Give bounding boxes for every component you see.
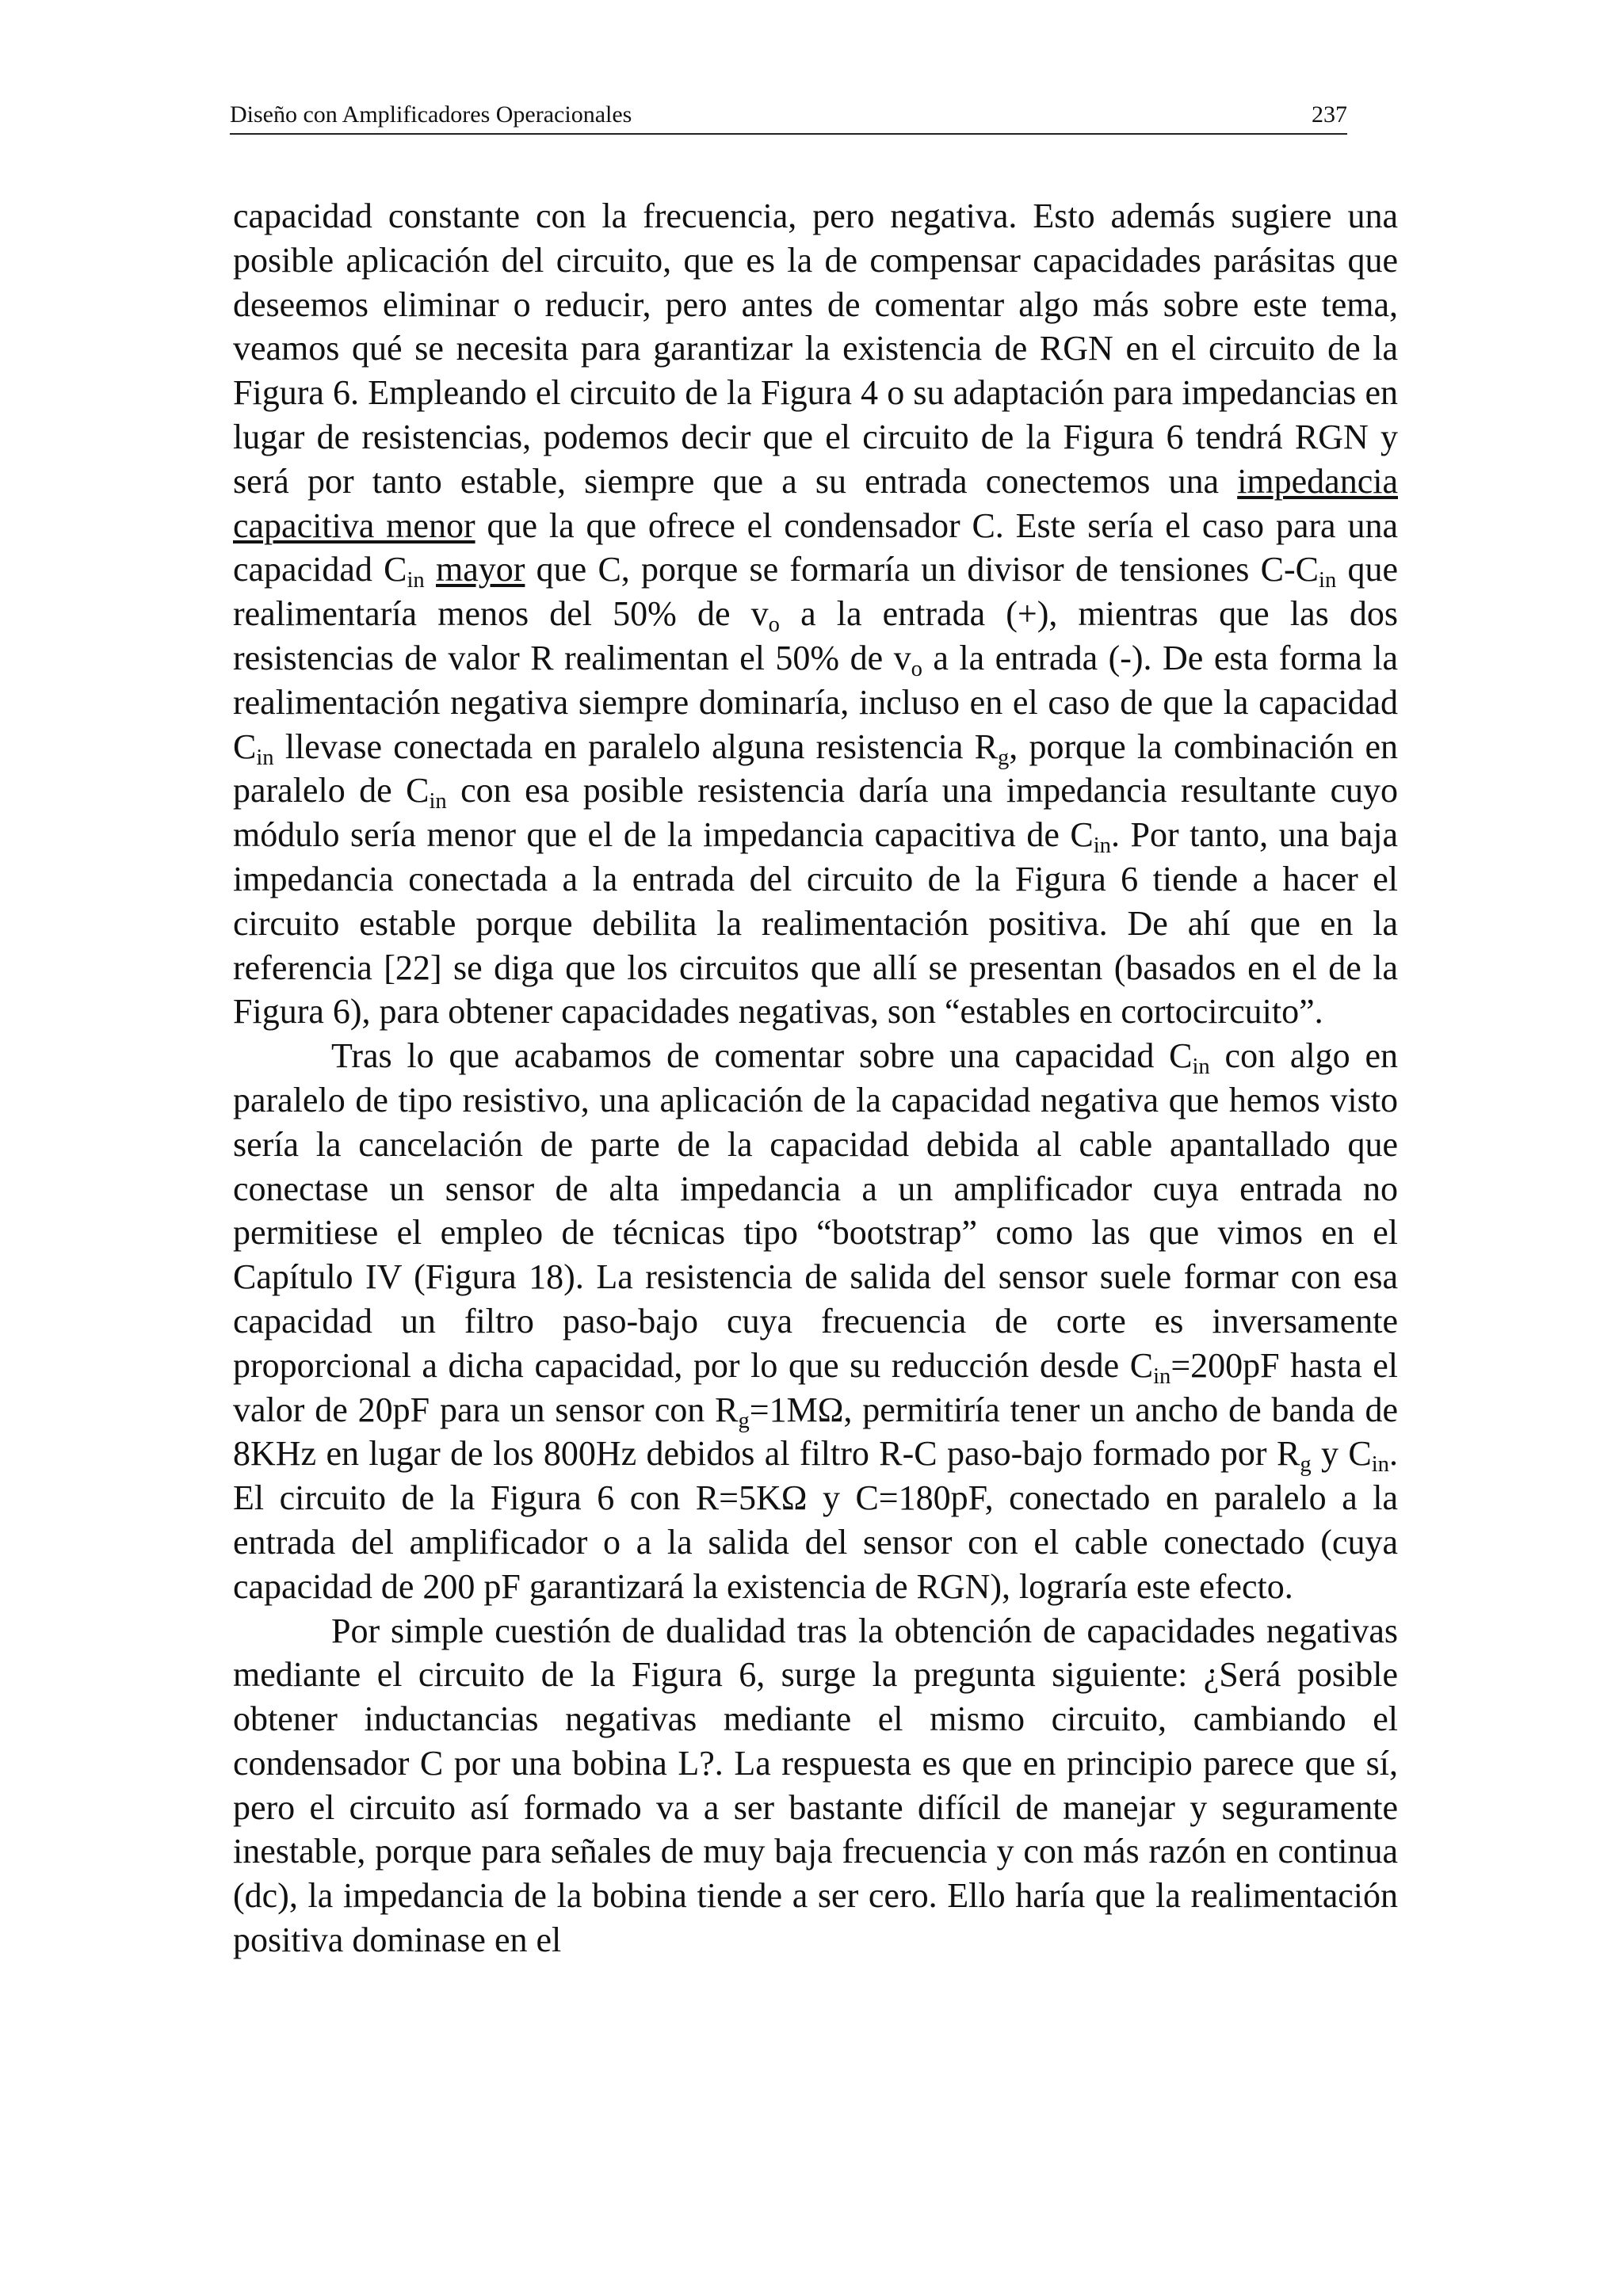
text-run [425,550,436,589]
text-run: capacidad constante con la frecuencia, pero negativa. Esto además sugiere una posible aplicación del circuito, que es la de compensar capacidades parásitas que deseemos eliminar o reducir, pero antes de comentar algo más sobre este tema, veamos qué se necesita para garantizar la existencia de RGN en el circuito de la Figura 6. Empleando el circuito de la Figura 4 o su adaptación para impedancias en lugar de resistencias, podemos decir que el circuito de la Figura 6 tendrá RGN y será por tanto estable, siempre que a su entrada conectemos una [233,196,1398,501]
subscript: o [911,656,922,681]
text-run: llevase conectada en paralelo alguna resistencia R [273,727,998,766]
subscript: in [429,789,447,814]
text-run: . El circuito de la Figura 6 con R=5KΩ y C=180pF, conectado en paralelo a la entrada del amplificador o a la salida del sensor con el cable conectado (cuya capacidad de 200 pF garantizará la existencia de RGN), lograría este efecto. [233,1434,1398,1606]
text-run: con esa posible resistencia daría una impedancia resultante cuyo módulo sería menor que el de la impedancia capacitiva de C [233,771,1398,855]
subscript: in [407,568,425,593]
page-number: 237 [1312,101,1347,128]
subscript: g [738,1408,750,1433]
subscript: in [1319,568,1337,593]
text-run: =1MΩ, permitiría tener un ancho de banda de 8KHz en lugar de los 800Hz debidos al filtro R-C paso-bajo formado por R [233,1390,1399,1474]
subscript: in [256,745,274,770]
text-run: a la entrada (+), mientras que las dos resistencias de valor R realimentan el 50% de v [233,594,1398,677]
text-run: Tras lo que acabamos de comentar sobre una capacidad C [331,1036,1193,1076]
subscript: in [1371,1452,1389,1478]
text-run: =200pF hasta el valor de 20pF para un sensor con R [233,1345,1398,1429]
text-run: que C, porque se formaría un divisor de tensiones C-C [525,550,1319,589]
text-run: y C [1311,1434,1372,1474]
body-text [233,194,1398,1962]
text-run: que realimentaría menos del 50% de v [233,550,1399,634]
paragraph [233,1609,1398,1962]
underlined-text: mayor [436,550,525,589]
paragraph [233,1034,1398,1608]
text-run: con algo en paralelo de tipo resistivo, una aplicación de la capacidad negativa que hemos visto sería la cancelación de parte de la capacidad debida al cable apantallado que conectase un sensor de alta impedancia a un amplificador cuya entrada no permitiese el empleo de técnicas tipo “bootstrap” como las que vimos en el Capítulo IV (Figura 18). La resistencia de salida del sensor suele formar con esa capacidad un filtro paso-bajo cuya frecuencia de corte es inversamente proporcional a dicha capacidad, por lo que su reducción desde C [233,1036,1399,1385]
text-run: . Por tanto, una baja impedancia conectada a la entrada del circuito de la Figura 6 tiende a hacer el circuito estable porque debilita la realimentación positiva. De ahí que en la referencia [22] se diga que los circuitos que allí se presentan (basados en el de la Figura 6), para obtener capacidades negativas, son “estables en cortocircuito”. [233,815,1399,1032]
text-run: que la que ofrece el condensador C. Este sería el caso para una capacidad C [233,505,1398,589]
running-header-title: Diseño con Amplificadores Operacionales [230,101,632,128]
subscript: o [768,612,780,638]
page-header [230,93,1347,135]
subscript: in [1093,833,1111,859]
text-run: , porque la combinación en paralelo de C [233,727,1398,810]
text-run: Por simple cuestión de dualidad tras la obtención de capacidades negativas mediante el circuito de la Figura 6, surge la pregunta siguiente: ¿Será posible obtener inductancias negativas mediante el mismo circuito, cambiando el condensador C por una bobina L?. La respuesta es que en principio parece que sí, pero el circuito así formado va a ser bastante difícil de manejar y seguramente inestable, porque para señales de muy baja frecuencia y con más razón en continua (dc), la impedancia de la bobina tiende a ser cero. Ello haría que la realimentación positiva dominase en el [233,1611,1398,1960]
subscript: g [1300,1452,1312,1478]
underlined-text: impedancia capacitiva menor [233,461,1398,545]
paragraph [233,194,1398,1034]
subscript: in [1153,1363,1171,1389]
subscript: g [997,745,1010,770]
subscript: in [1192,1055,1210,1080]
text-run: a la entrada (-). De esta forma la realimentación negativa siempre dominaría, incluso en el caso de que la capacidad C [233,638,1399,766]
